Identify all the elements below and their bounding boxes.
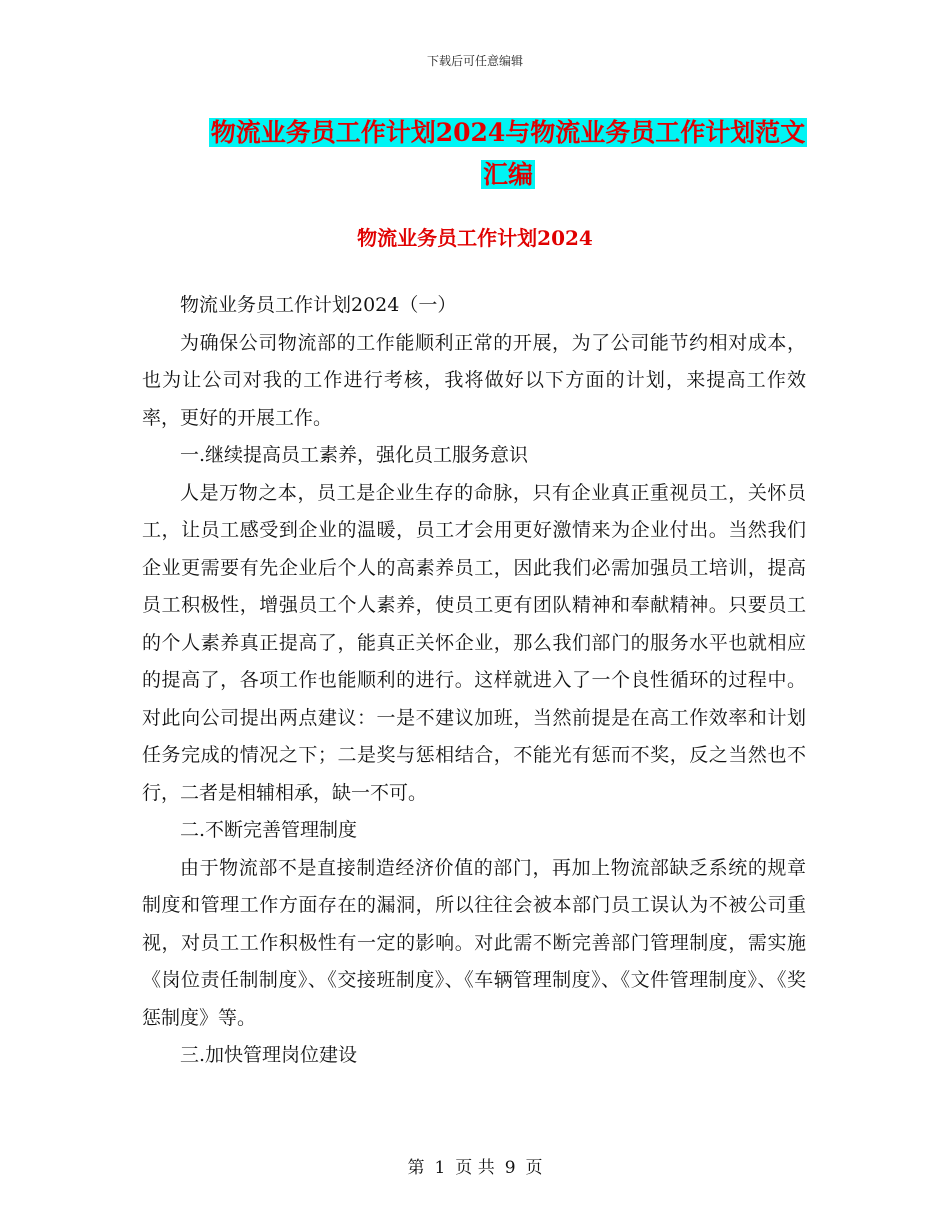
paragraph-heading-3: 三.加快管理岗位建设: [180, 1044, 358, 1066]
page-footer: [0, 1153, 950, 1178]
footer-suffix: 页: [525, 1158, 543, 1178]
paragraph-heading-1: 一.继续提高员工素养，强化员工服务意识: [180, 444, 529, 466]
paragraph-intro: 为确保公司物流部的工作能顺利正常的开展，为了公司能节约相对成本，也为让公司对我的工作进行考核，我将做好以下方面的计划，来提高工作效率，更好的开展工作。: [142, 331, 806, 429]
footer-mid: 页 共: [455, 1158, 495, 1178]
section-title: 物流业务员工作计划2024: [357, 226, 593, 250]
paragraph-plan-heading: 物流业务员工作计划2024（一）: [180, 294, 457, 316]
footer-total-pages: 9: [504, 1158, 516, 1178]
document-body: [142, 287, 806, 1075]
header-note: 下载后可任意编辑: [426, 54, 523, 68]
title-line-1: 物流业务员工作计划2024与物流业务员工作计划范文: [210, 118, 806, 147]
title-line-2: 汇编: [482, 160, 533, 189]
footer-prefix: 第: [407, 1158, 425, 1178]
paragraph-body-2: 由于物流部不是直接制造经济价值的部门，再加上物流部缺乏系统的规章制度和管理工作方面存在的漏洞，所以往往会被本部门员工误认为不被公司重视，对员工工作积极性有一定的影响。对此需不断完善部门管理制度，需实施《岗位责任制制度》、《交接班制度》、《车辆管理制度》、《文件管理制度》、《奖惩制度》等。: [142, 856, 806, 1029]
paragraph-heading-2: 二.不断完善管理制度: [180, 819, 358, 841]
footer-page-number: 1: [434, 1158, 446, 1178]
paragraph-body-1: 人是万物之本，员工是企业生存的命脉，只有企业真正重视员工，关怀员工，让员工感受到企业的温暖，员工才会用更好激情来为企业付出。当然我们企业更需要有先企业后个人的高素养员工，因此我们必需加强员工培训，提高员工积极性，增强员工个人素养，使员工更有团队精神和奉献精神。只要员工的个人素养真正提高了，能真正关怀企业，那么我们部门的服务水平也就相应的提高了，各项工作也能顺利的进行。这样就进入了一个良性循环的过程中。对此向公司提出两点建议：一是不建议加班，当然前提是在高工作效率和计划任务完成的情况之下；二是奖与惩相结合，不能光有惩而不奖，反之当然也不行，二者是相辅相承，缺一不可。: [142, 481, 806, 804]
document-title: [188, 112, 828, 196]
